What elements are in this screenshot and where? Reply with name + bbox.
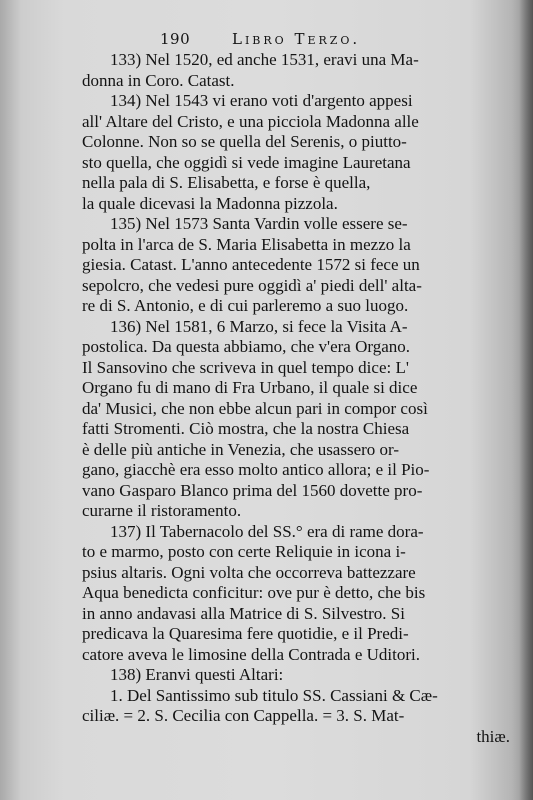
- text-line: thiæ.: [476, 726, 510, 746]
- text-line: Il Sansovino che scriveva in quel tempo dice: L': [82, 357, 409, 377]
- text-line: ciliæ. = 2. S. Cecilia con Cappella. = 3. S. Mat-: [82, 706, 405, 725]
- text-line: nella pala di S. Elisabetta, e forse è quella,: [82, 173, 371, 192]
- text-line: sepolcro, che vedesi pure oggidì a' piedi dell' alta-: [82, 275, 422, 295]
- text-line: curarne il ristoramento.: [82, 501, 242, 520]
- text-line: catore aveva le limosine della Contrada e Uditori.: [82, 644, 420, 664]
- text-line: 137) Il Tabernacolo del SS.° era di rame dora-: [110, 521, 424, 541]
- text-line: 138) Eranvi questi Altari:: [110, 665, 284, 684]
- text-line: fatti Stromenti. Ciò mostra, che la nostra Chiesa: [82, 419, 410, 438]
- text-line: 134) Nel 1543 vi erano voti d'argento appesi: [110, 91, 413, 110]
- text-line: Aqua benedicta conficitur: ove pur è detto, che bis: [82, 583, 426, 602]
- text-line: giesia. Catast. L'anno antecedente 1572 si fece un: [82, 255, 420, 274]
- text-line: 133) Nel 1520, ed anche 1531, eravi una Ma-: [110, 50, 419, 69]
- text-line: re di S. Antonio, e di cui parleremo a suo luogo.: [82, 296, 409, 315]
- text-line: 136) Nel 1581, 6 Marzo, si fece la Visita A-: [110, 316, 408, 336]
- page-header: [160, 28, 420, 50]
- text-line: Organo fu di mano di Fra Urbano, il quale si dice: [82, 378, 418, 397]
- text-line: psius altaris. Ogni volta che occorreva battezzare: [82, 562, 416, 582]
- body-text: [82, 50, 510, 747]
- text-line: sto quella, che oggidì si vede imagine Lauretana: [82, 152, 411, 172]
- text-line: all' Altare del Cristo, e una picciola Madonna alle: [82, 111, 419, 131]
- text-line: 135) Nel 1573 Santa Vardin volle essere se-: [110, 214, 408, 233]
- text-line: vano Gasparo Blanco prima del 1560 dovette pro-: [82, 480, 423, 500]
- text-line: to e marmo, posto con certe Reliquie in icona i-: [82, 542, 406, 561]
- text-line: postolica. Da questa abbiamo, che v'era Organo.: [82, 337, 410, 356]
- text-line: polta in l'arca de S. Maria Elisabetta in mezzo la: [82, 234, 411, 254]
- text-line: 1. Del Santissimo sub titulo SS. Cassiani & Cæ-: [110, 685, 438, 705]
- text-line: gano, giacchè era esso molto antico allora; e il Pio-: [82, 460, 430, 479]
- page-number: 190: [160, 30, 191, 48]
- text-line: la quale dicevasi la Madonna pizzola.: [82, 193, 338, 213]
- page-edge-shadow: [519, 0, 533, 800]
- text-line: donna in Coro. Catast.: [82, 70, 235, 90]
- text-line: è delle più antiche in Venezia, che usassero or-: [82, 439, 400, 459]
- text-line: da' Musici, che non ebbe alcun pari in compor così: [82, 398, 428, 418]
- text-line: in anno andavasi alla Matrice di S. Silvestro. Si: [82, 603, 405, 623]
- text-line: Colonne. Non so se quella del Serenis, o piutto-: [82, 132, 407, 151]
- running-title: Libro Terzo.: [232, 30, 361, 48]
- text-line: predicava la Quaresima fere quotidie, e il Predi-: [82, 624, 409, 643]
